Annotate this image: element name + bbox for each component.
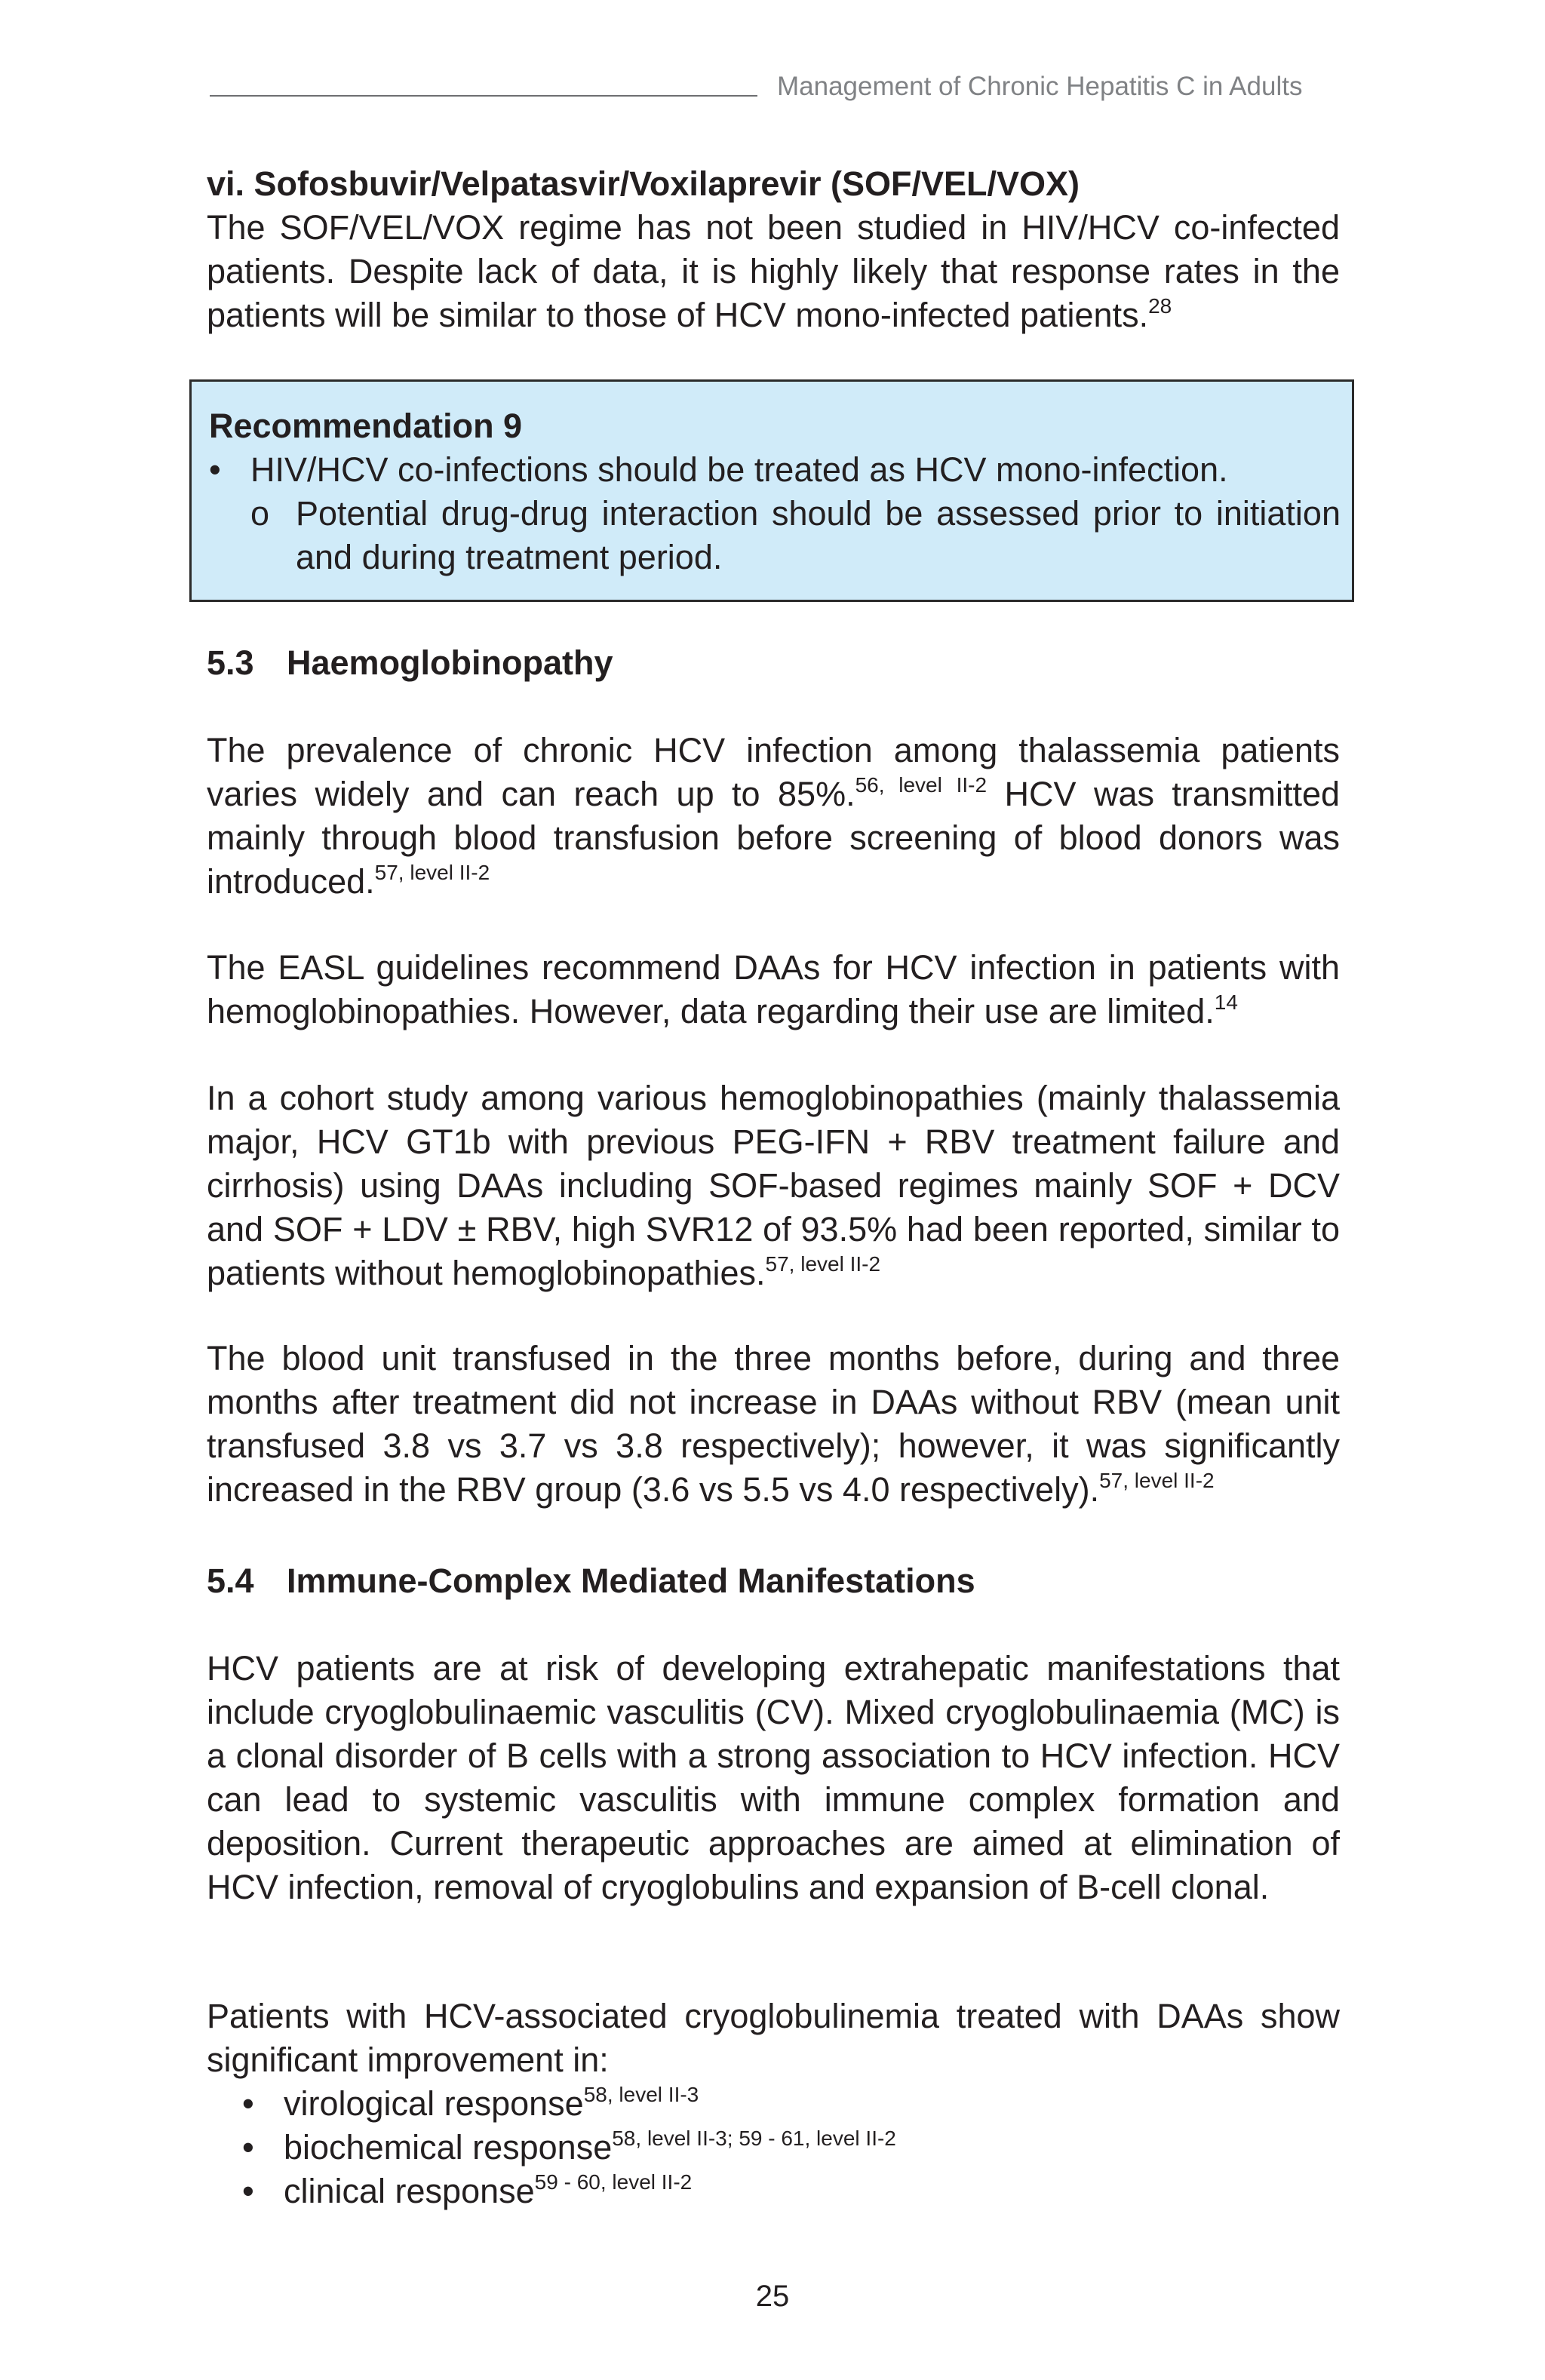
list-item bbox=[207, 2126, 1340, 2170]
sof-text: The SOF/VEL/VOX regime has not been studied in HIV/HCV co-infected patients. Despite lack of data, it is highly likely that response rates in the patients will be similar to those of HCV mono-infected patients. bbox=[207, 208, 1340, 334]
list-item-text: clinical response bbox=[284, 2172, 535, 2210]
paragraph-text: The EASL guidelines recommend DAAs for HCV infection in patients with hemoglobinopathies. However, data regarding their use are limited. bbox=[207, 948, 1340, 1030]
circle-bullet-icon: o bbox=[250, 494, 270, 533]
page-number: 25 bbox=[755, 2280, 790, 2313]
citation: 57, level II-2 bbox=[1099, 1469, 1215, 1492]
paragraph-text: HCV patients are at risk of developing extrahepatic manifestations that include cryoglobulinaemic vasculitis (CV). Mixed cryoglobulinaemia (MC) is a clonal disorder of B cells with a strong association to HCV infection. HCV can lead to systemic vasculitis with immune complex formation and deposition. Current therapeutic approaches are aimed at elimination of HCV infection, removal of cryoglobulins and expansion of B-cell clonal. bbox=[207, 1649, 1340, 1906]
section-5-4-bullet-list bbox=[207, 2082, 1340, 2213]
section-5-4-paragraph-2 bbox=[207, 1995, 1340, 2082]
section-number: 5.3 bbox=[207, 643, 254, 682]
recommendation-title: Recommendation 9 bbox=[209, 407, 523, 445]
running-title: Management of Chronic Hepatitis C in Adults bbox=[777, 72, 1303, 101]
list-item-text: virological response bbox=[284, 2084, 584, 2123]
section-5-4-paragraph-1 bbox=[207, 1647, 1340, 1909]
sof-section bbox=[207, 162, 1340, 337]
bullet-icon: • bbox=[242, 2172, 254, 2210]
bullet-icon: • bbox=[242, 2128, 254, 2167]
recommendation-content bbox=[209, 404, 1341, 579]
list-item bbox=[207, 2082, 1340, 2126]
citation: 57, level II-2 bbox=[765, 1252, 881, 1276]
paragraph-text: The blood unit transfused in the three months before, during and three months after treatment did not increase in DAAs without RBV (mean unit transfused 3.8 vs 3.7 vs 3.8 respectively); however, it was significantly increased in the RBV group (3.6 vs 5.5 vs 4.0 respectively). bbox=[207, 1339, 1340, 1509]
bullet-list bbox=[207, 2082, 1340, 2213]
paragraph-text: Patients with HCV-associated cryoglobulinemia treated with DAAs show significant improvement in: bbox=[207, 1997, 1340, 2079]
section-number: 5.4 bbox=[207, 1562, 254, 1600]
citation: 59 - 60, level II-2 bbox=[534, 2170, 693, 2194]
section-5-3-paragraph-3 bbox=[207, 1076, 1340, 1295]
recommendation-bullet-text: HIV/HCV co-infections should be treated as HCV mono-infection. bbox=[250, 450, 1228, 489]
section-5-3-paragraph-2 bbox=[207, 946, 1340, 1033]
section-5-3-paragraph-1 bbox=[207, 729, 1340, 904]
citation: 58, level II-3 bbox=[583, 2083, 699, 2106]
section-title: Immune-Complex Mediated Manifestations bbox=[287, 1562, 975, 1600]
header-rule bbox=[210, 95, 757, 97]
recommendation-bullet bbox=[209, 448, 1341, 492]
recommendation-sub-bullet bbox=[209, 492, 1341, 579]
paragraph-text: HCV was transmitted mainly through blood transfusion before screening of blood donors was introduced. bbox=[207, 775, 1341, 901]
section-title: Haemoglobinopathy bbox=[287, 643, 613, 682]
citation: 28 bbox=[1148, 294, 1172, 318]
citation: 58, level II-3; 59 - 61, level II-2 bbox=[612, 2127, 896, 2150]
section-5-4-heading bbox=[207, 1559, 1340, 1603]
recommendation-box bbox=[189, 379, 1354, 602]
bullet-icon: • bbox=[209, 450, 221, 489]
paragraph-text: In a cohort study among various hemoglobinopathies (mainly thalassemia major, HCV GT1b with previous PEG-IFN + RBV treatment failure and cirrhosis) using DAAs including SOF-based regimes mainly SOF + DCV and SOF + LDV ± RBV, high SVR12 of 93.5% had been reported, similar to patients without hemoglobinopathies. bbox=[207, 1079, 1340, 1292]
bullet-icon: • bbox=[242, 2084, 254, 2123]
recommendation-sub-bullet-text: Potential drug-drug interaction should be assessed prior to initiation and during treatment period. bbox=[296, 494, 1341, 576]
section-5-3-heading bbox=[207, 641, 1340, 685]
citation: 56, level II-2 bbox=[855, 773, 988, 797]
citation: 57, level II-2 bbox=[374, 861, 490, 884]
citation: 14 bbox=[1214, 990, 1238, 1014]
sof-paragraph bbox=[207, 206, 1340, 337]
sof-heading: vi. Sofosbuvir/Velpatasvir/Voxilaprevir (SOF/VEL/VOX) bbox=[207, 164, 1080, 203]
section-5-3-paragraph-4 bbox=[207, 1337, 1340, 1512]
list-item-text: biochemical response bbox=[284, 2128, 613, 2167]
paragraph-text: The prevalence of chronic HCV infection among thalassemia patients varies widely and can reach up to 85%. bbox=[207, 731, 1340, 813]
list-item bbox=[207, 2170, 1340, 2213]
